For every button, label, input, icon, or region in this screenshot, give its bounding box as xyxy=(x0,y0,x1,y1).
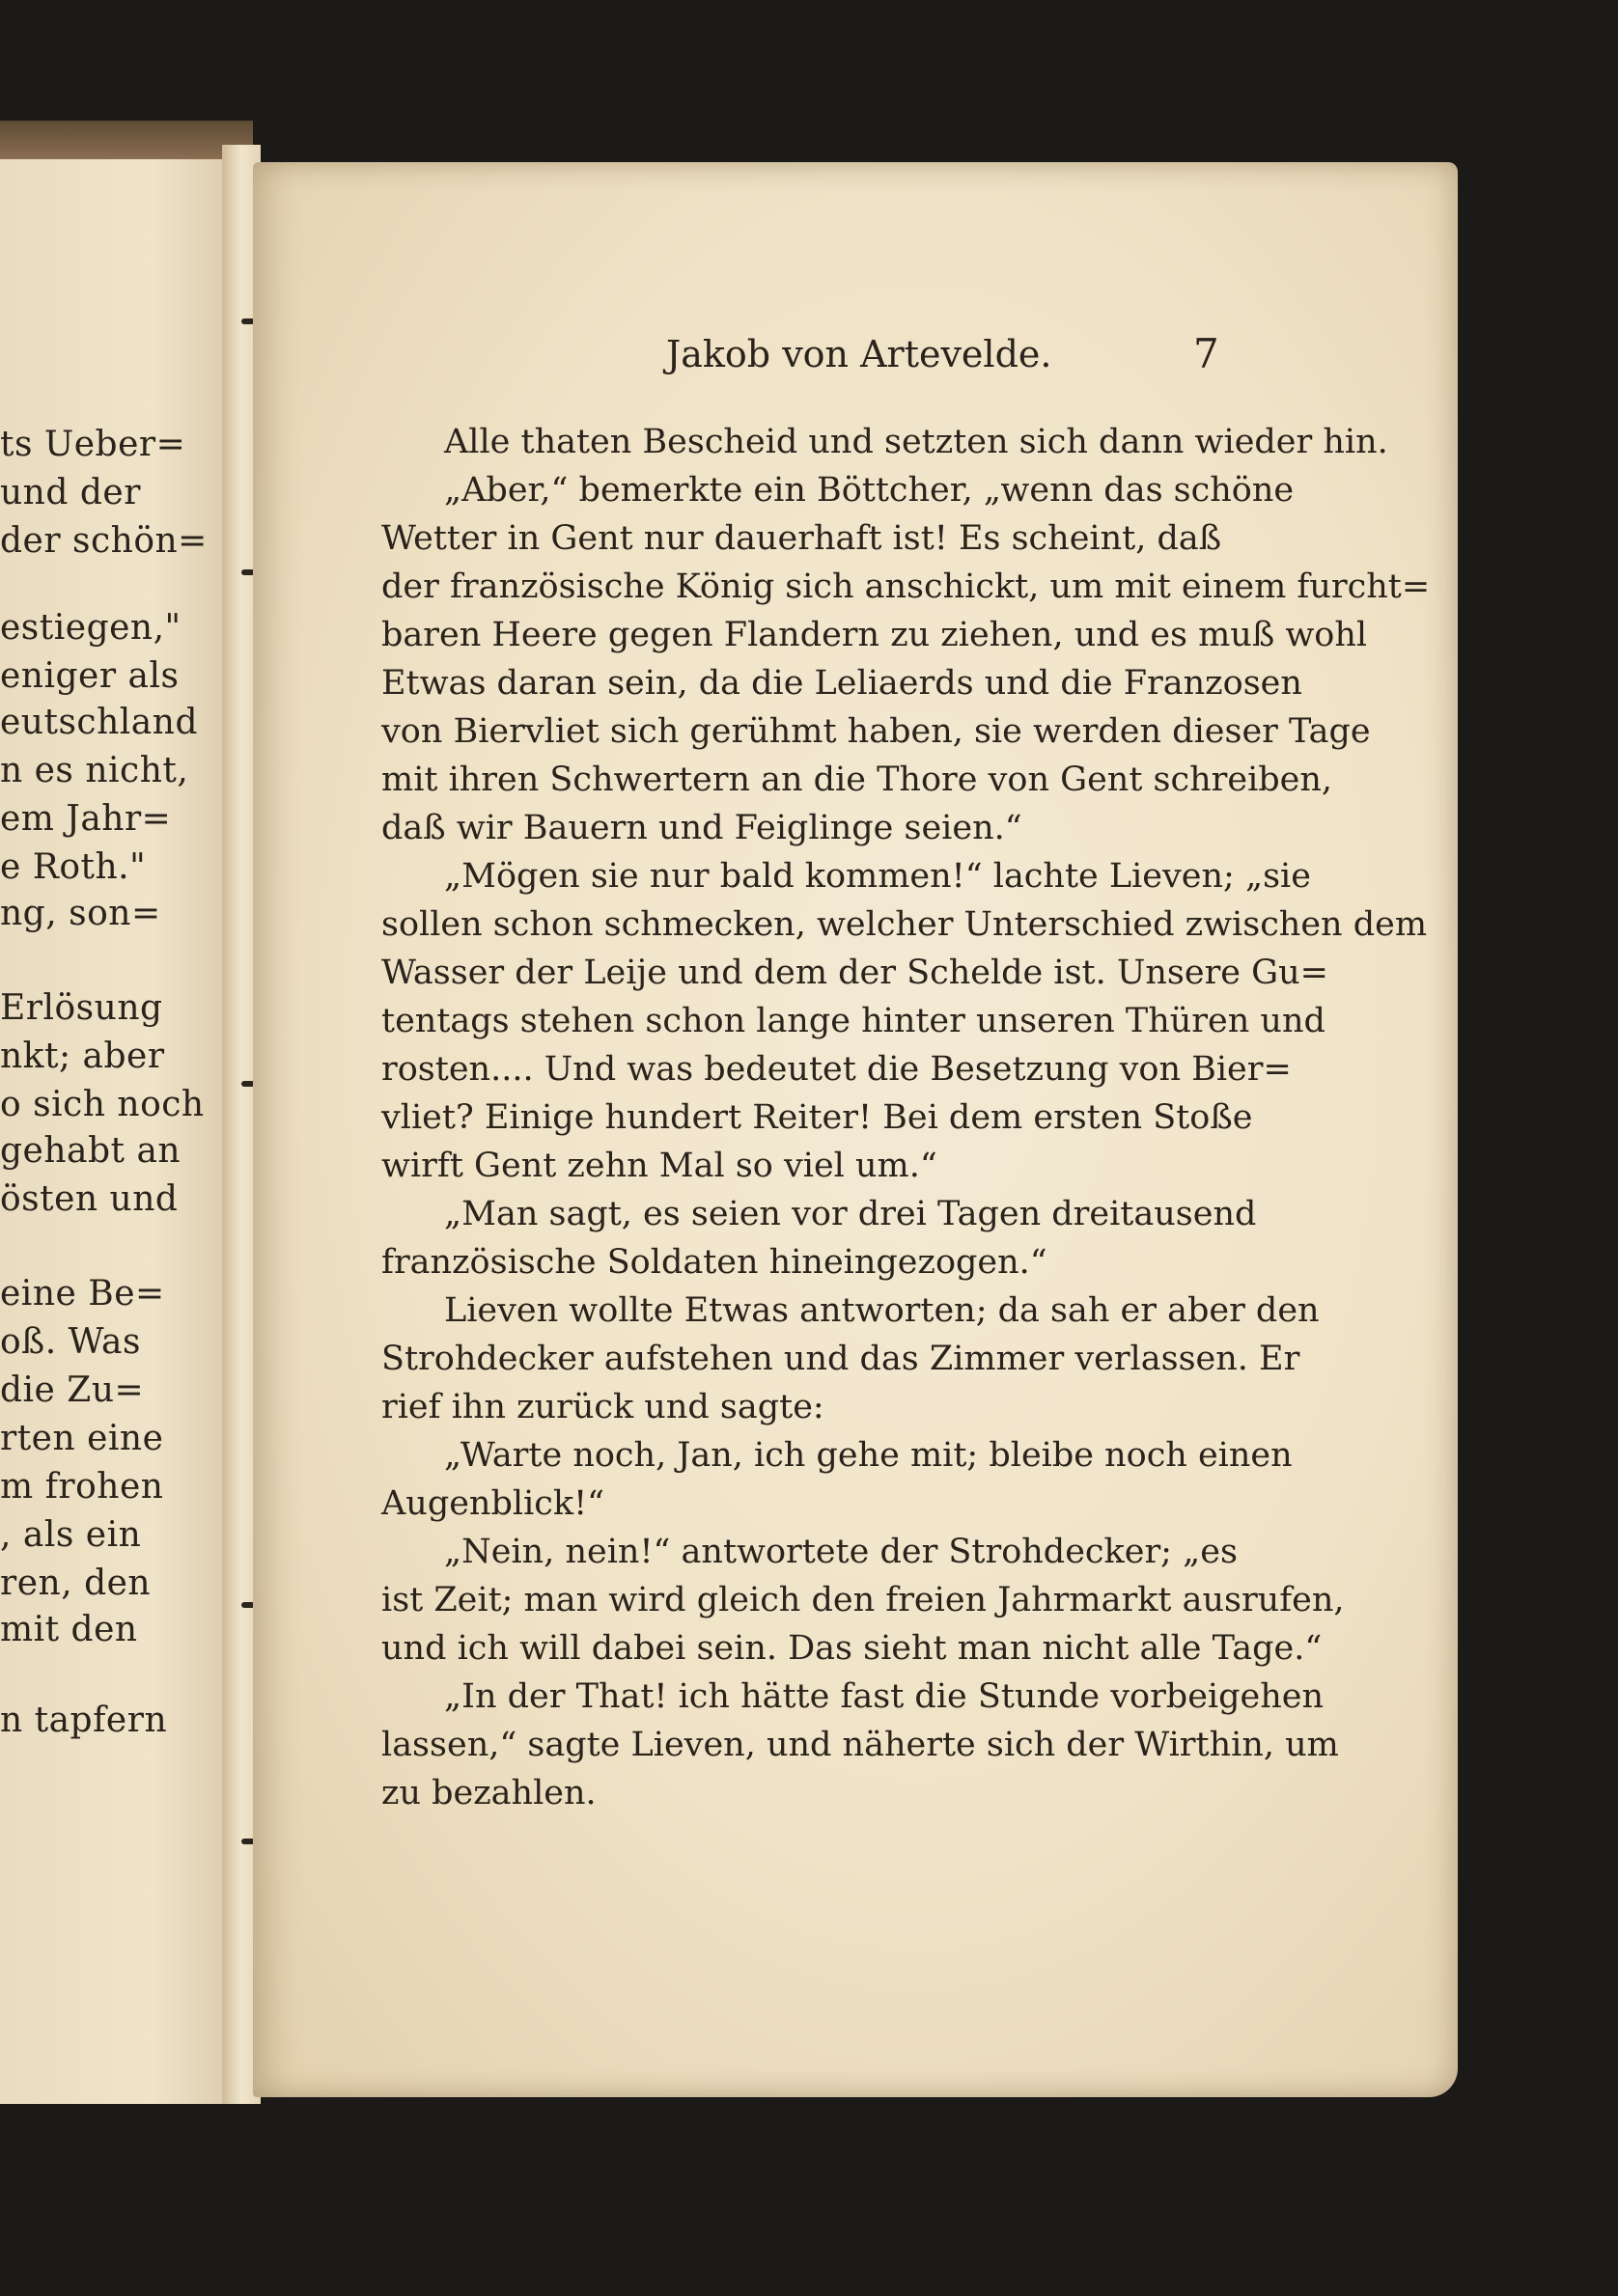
left-page-line: m frohen xyxy=(0,1467,164,1507)
left-page-line: ts Ueber= xyxy=(0,425,186,464)
text-line: ist Zeit; man wird gleich den freien Jahrmarkt ausrufen, xyxy=(381,1581,1345,1619)
text-line: Etwas daran sein, da die Leliaerds und die Franzosen xyxy=(381,664,1302,703)
text-line: daß wir Bauern und Feiglinge seien.“ xyxy=(381,809,1022,847)
book-cover-edge xyxy=(0,121,253,159)
text-line: „Nein, nein!“ antwortete der Strohdecker; „es xyxy=(444,1533,1238,1571)
left-page-line: östen und xyxy=(0,1179,179,1219)
page-number: 7 xyxy=(1193,330,1219,377)
left-page-line: ren, den xyxy=(0,1563,152,1603)
left-page-line: , als ein xyxy=(0,1515,142,1555)
text-line: zu bezahlen. xyxy=(381,1774,597,1812)
text-line: „Mögen sie nur bald kommen!“ lachte Lieven; „sie xyxy=(444,857,1311,896)
text-line: tentags stehen schon lange hinter unseren Thüren und xyxy=(381,1002,1325,1040)
text-line: Augenblick!“ xyxy=(381,1484,605,1523)
text-line: der französische König sich anschickt, um mit einem furcht= xyxy=(381,567,1431,606)
text-line: Strohdecker aufstehen und das Zimmer verlassen. Er xyxy=(381,1340,1300,1378)
left-page-line: n es nicht, xyxy=(0,751,189,790)
running-header: Jakob von Artevelde. xyxy=(666,333,1052,375)
text-line: „Warte noch, Jan, ich gehe mit; bleibe noch einen xyxy=(444,1436,1293,1475)
left-page-line: e Roth." xyxy=(0,847,147,887)
left-page-line: o sich noch xyxy=(0,1085,205,1124)
text-line: wirft Gent zehn Mal so viel um.“ xyxy=(381,1147,937,1185)
text-line: „In der That! ich hätte fast die Stunde vorbeigehen xyxy=(444,1677,1325,1716)
left-page-line: nkt; aber xyxy=(0,1037,165,1076)
left-page-line: oß. Was xyxy=(0,1322,141,1362)
text-line: Wasser der Leije und dem der Schelde ist. Unsere Gu= xyxy=(381,954,1328,992)
text-line: „Man sagt, es seien vor drei Tagen dreitausend xyxy=(444,1195,1257,1233)
left-page-line: und der xyxy=(0,473,141,512)
text-line: französische Soldaten hineingezogen.“ xyxy=(381,1243,1047,1282)
text-line: von Biervliet sich gerühmt haben, sie werden dieser Tage xyxy=(381,712,1371,751)
text-line: mit ihren Schwertern an die Thore von Gent schreiben, xyxy=(381,761,1333,799)
left-page-line: rten eine xyxy=(0,1419,164,1458)
left-page-line: die Zu= xyxy=(0,1370,145,1410)
text-line: Wetter in Gent nur dauerhaft ist! Es scheint, daß xyxy=(381,519,1222,558)
left-page-line: mit den xyxy=(0,1610,138,1649)
text-line: baren Heere gegen Flandern zu ziehen, und es muß wohl xyxy=(381,616,1368,654)
left-page-line: estiegen," xyxy=(0,608,181,648)
left-page-line: eine Be= xyxy=(0,1274,165,1314)
left-page-line: n tapfern xyxy=(0,1701,168,1740)
left-page-line: eutschland xyxy=(0,703,198,742)
text-line: Lieven wollte Etwas antworten; da sah er aber den xyxy=(444,1291,1320,1330)
left-page-line: eniger als xyxy=(0,656,180,696)
text-line: rosten.... Und was bedeutet die Besetzung von Bier= xyxy=(381,1050,1292,1089)
text-line: lassen,“ sagte Lieven, und näherte sich der Wirthin, um xyxy=(381,1726,1339,1764)
text-line: „Aber,“ bemerkte ein Böttcher, „wenn das schöne xyxy=(444,471,1295,510)
text-line: Alle thaten Bescheid und setzten sich dann wieder hin. xyxy=(444,423,1388,461)
text-line: rief ihn zurück und sagte: xyxy=(381,1388,824,1426)
left-page-line: ng, son= xyxy=(0,894,161,933)
left-page-line: em Jahr= xyxy=(0,799,172,839)
left-page-line: der schön= xyxy=(0,521,208,561)
text-line: sollen schon schmecken, welcher Unterschied zwischen dem xyxy=(381,905,1428,944)
text-line: und ich will dabei sein. Das sieht man nicht alle Tage.“ xyxy=(381,1629,1323,1668)
left-page-line: gehabt an xyxy=(0,1131,181,1171)
left-page-line: Erlösung xyxy=(0,988,163,1028)
text-line: vliet? Einige hundert Reiter! Bei dem ersten Stoße xyxy=(381,1098,1253,1137)
